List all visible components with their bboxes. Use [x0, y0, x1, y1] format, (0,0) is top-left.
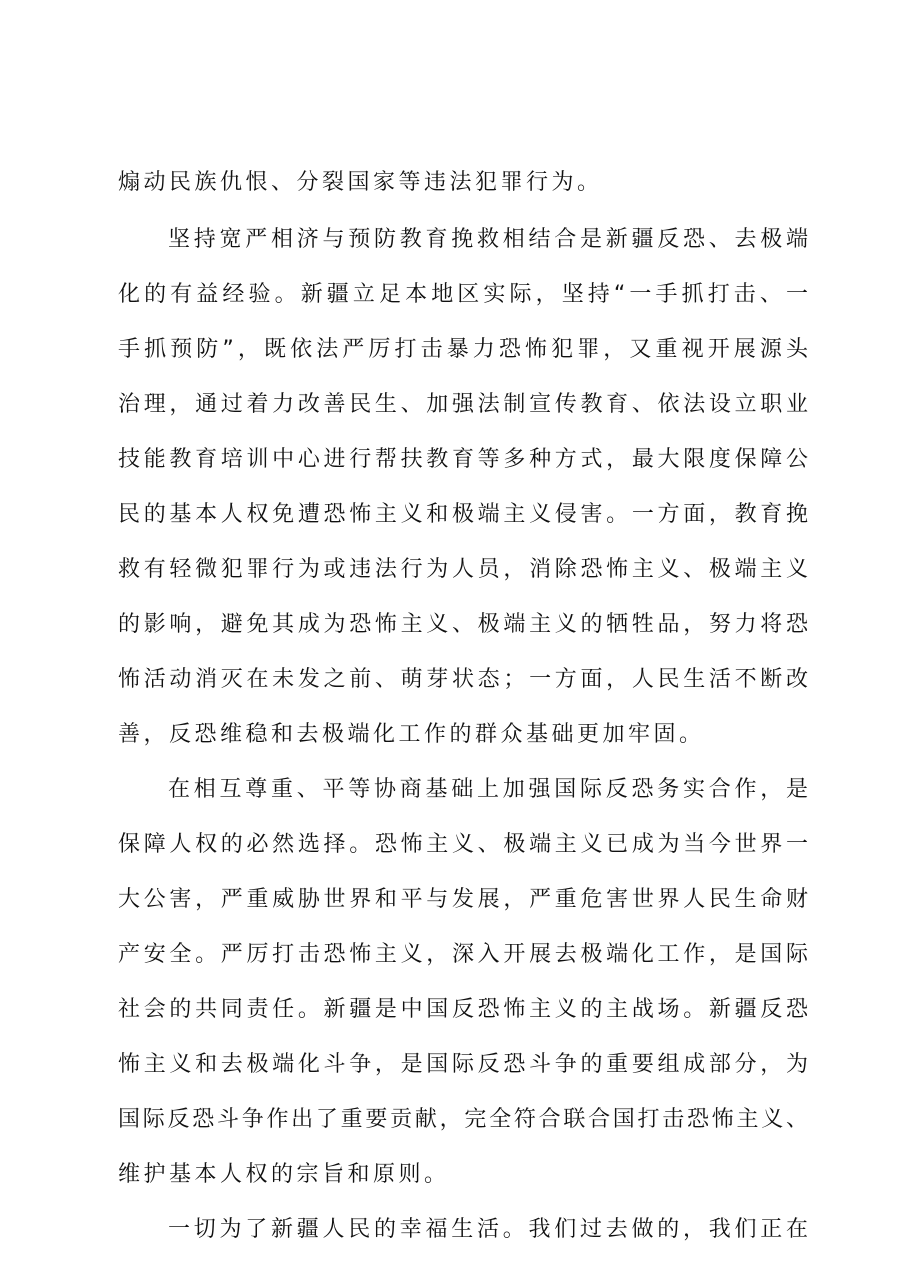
paragraph-line: 大公害，严重威胁世界和平与发展，严重危害世界人民生命财: [118, 887, 808, 912]
paragraph-line: 怖主义和去极端化斗争，是国际反恐斗争的重要组成部分，为: [118, 1052, 808, 1077]
paragraph-line: 救有轻微犯罪行为或违法行为人员，消除恐怖主义、极端主义: [118, 557, 808, 582]
paragraph-line: 保障人权的必然选择。恐怖主义、极端主义已成为当今世界一: [118, 832, 808, 857]
paragraph-line: 产安全。严厉打击恐怖主义，深入开展去极端化工作，是国际: [118, 942, 808, 967]
paragraph-line: 民的基本人权免遭恐怖主义和极端主义侵害。一方面，教育挽: [118, 502, 808, 527]
paragraph-line: 国际反恐斗争作出了重要贡献，完全符合联合国打击恐怖主义、: [118, 1107, 808, 1132]
paragraph-line: 社会的共同责任。新疆是中国反恐怖主义的主战场。新疆反恐: [118, 997, 808, 1022]
paragraph-line: 手抓预防”，既依法严厉打击暴力恐怖犯罪，又重视开展源头: [118, 337, 808, 362]
paragraph-line: 维护基本人权的宗旨和原则。: [118, 1162, 450, 1187]
paragraph-line: 化的有益经验。新疆立足本地区实际，坚持“一手抓打击、一: [118, 282, 808, 307]
paragraph-line: 善，反恐维稳和去极端化工作的群众基础更加牢固。: [118, 722, 705, 747]
paragraph-line: 技能教育培训中心进行帮扶教育等多种方式，最大限度保障公: [118, 447, 808, 472]
paragraph-line: 的影响，避免其成为恐怖主义、极端主义的牺牲品，努力将恐: [118, 612, 808, 637]
paragraph-line: 一切为了新疆人民的幸福生活。我们过去做的，我们正在: [168, 1217, 808, 1242]
paragraph-line: 怖活动消灭在未发之前、萌芽状态；一方面，人民生活不断改: [118, 667, 808, 692]
paragraph-line: 在相互尊重、平等协商基础上加强国际反恐务实合作，是: [168, 777, 808, 802]
paragraph-line: 治理，通过着力改善民生、加强法制宣传教育、依法设立职业: [118, 392, 808, 417]
paragraph-line: 煽动民族仇恨、分裂国家等违法犯罪行为。: [118, 170, 603, 195]
paragraph-line: 坚持宽严相济与预防教育挽救相结合是新疆反恐、去极端: [168, 227, 808, 252]
